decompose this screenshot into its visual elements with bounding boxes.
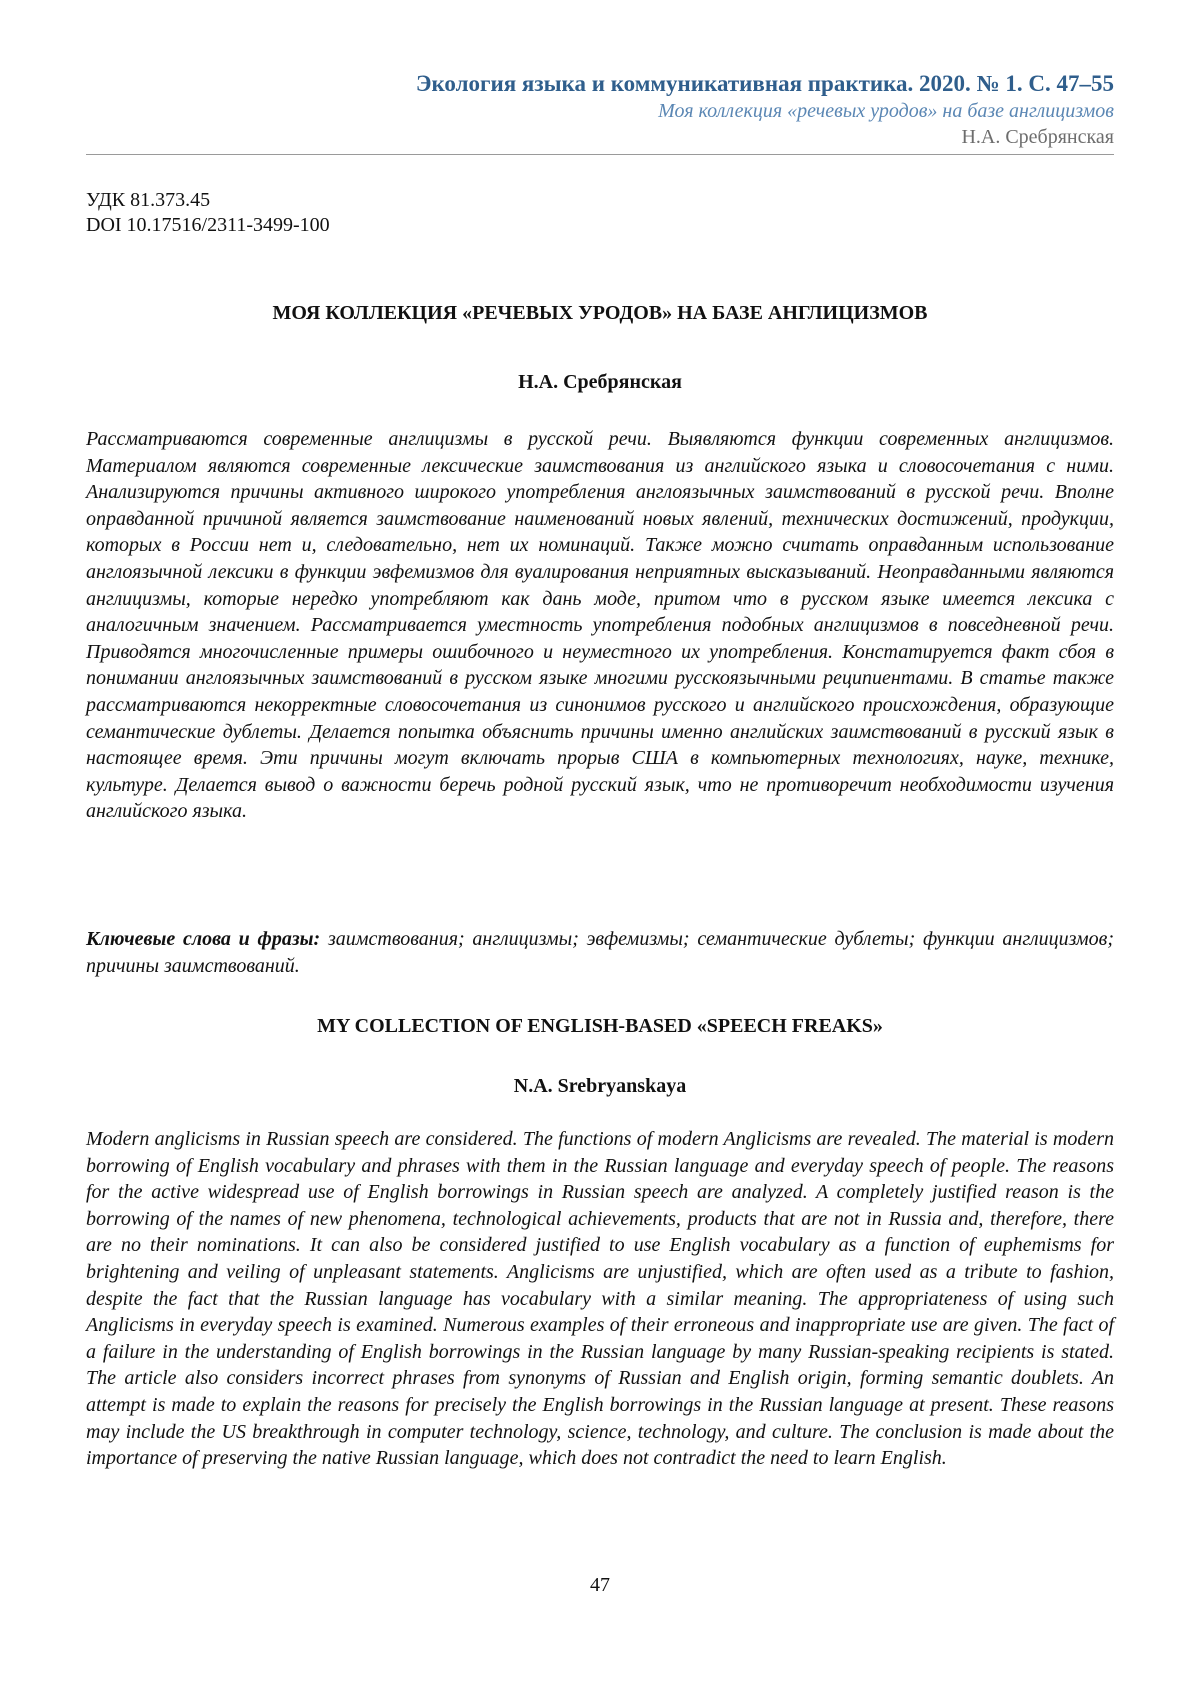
doi: DOI 10.17516/2311-3499-100 — [86, 214, 330, 236]
abstract-en: Modern anglicisms in Russian speech are considered. The functions of modern Anglicisms are revealed. The material is modern borrowing of English vocabulary and phrases with them in the Russian language and everyday speech of people. The reasons for the active widespread use of English borrowings in Russian speech are analyzed. A completely justified reason is the borrowing of the names of new phenomena, technological achievements, products that are not in Russia and, therefore, there are no their nominations. It can also be considered justified to use English vocabulary as a function of euphemisms for brightening and veiling of unpleasant statements. Anglicisms are unjustified, which are often used as a tribute to fashion, despite the fact that the Russian language has vocabulary with a similar meaning. The appropriateness of using such Anglicisms in everyday speech is examined. Numerous examples of their erroneous and inappropriate use are given. The fact of a failure in the understanding of English borrowings in the Russian language by many Russian-speaking recipients is stated. The article also considers incorrect phrases from synonyms of Russian and English origin, forming semantic doublets. An attempt is made to explain the reasons for precisely the English borrowings in the Russian language at present. These reasons may include the US breakthrough in computer technology, science, technology, and culture. The conclusion is made about the importance of preserving the native Russian language, which does not contradict the need to learn English. — [86, 1128, 1114, 1470]
keywords-label: Ключевые слова и фразы: — [86, 928, 321, 950]
page-number: 47 — [590, 1574, 610, 1596]
article-title-ru: МОЯ КОЛЛЕКЦИЯ «РЕЧЕВЫХ УРОДОВ» НА БАЗЕ АНГЛИЦИЗМОВ — [272, 302, 928, 324]
running-title: Моя коллекция «речевых уродов» на базе англицизмов — [658, 100, 1114, 122]
identifiers-block — [86, 188, 330, 238]
running-author: Н.А. Сребрянская — [961, 126, 1114, 148]
udk-code: УДК 81.373.45 — [86, 189, 211, 211]
keywords-text: заимствования; англицизмы; эвфемизмы; семантические дублеты; функции англицизмов; причины заимствований. — [86, 928, 1114, 977]
author-name-en: N.A. Srebryanskaya — [513, 1075, 687, 1097]
running-header — [86, 70, 1114, 155]
abstract-ru: Рассматриваются современные англицизмы в русской речи. Выявляются функции современных англицизмов. Материалом являются современные лексические заимствования из английского языка и словосочетания с ними. Анализируются причины активного широкого употребления англоязычных заимствований в русской речи. Вполне оправданной причиной является заимствование наименований новых явлений, технических достижений, продукции, которых в России нет и, следовательно, нет их номинаций. Также можно считать оправданным использование англоязычной лексики в функции эвфемизмов для вуалирования неприятных высказываний. Неоправданными являются англицизмы, которые нередко употребляют как дань моде, притом что в русском языке имеется лексика с аналогичным значением. Рассматривается уместность употребления подобных англицизмов в повседневной речи. Приводятся многочисленные примеры ошибочного и неуместного их употребления. Констатируется факт сбоя в понимании англоязычных заимствований в русском языке многими русскоязычными реципиентами. В статье также рассматриваются некорректные словосочетания из синонимов русского и английского происхождения, образующие семантические дублеты. Делается попытка объяснить причины именно английских заимствований в русский язык в настоящее время. Эти причины могут включать прорыв США в компьютерных технологиях, науке, технике, культуре. Делается вывод о важности беречь родной русский язык, что не противоречит необходимости изучения английского языка. — [86, 428, 1114, 823]
keywords-ru — [86, 926, 1114, 979]
author-name-ru: Н.А. Сребрянская — [518, 371, 682, 393]
journal-citation: Экология языка и коммуникативная практика. 2020. № 1. С. 47–55 — [415, 71, 1114, 96]
article-title-en: MY COLLECTION OF ENGLISH-BASED «SPEECH FREAKS» — [317, 1015, 883, 1037]
